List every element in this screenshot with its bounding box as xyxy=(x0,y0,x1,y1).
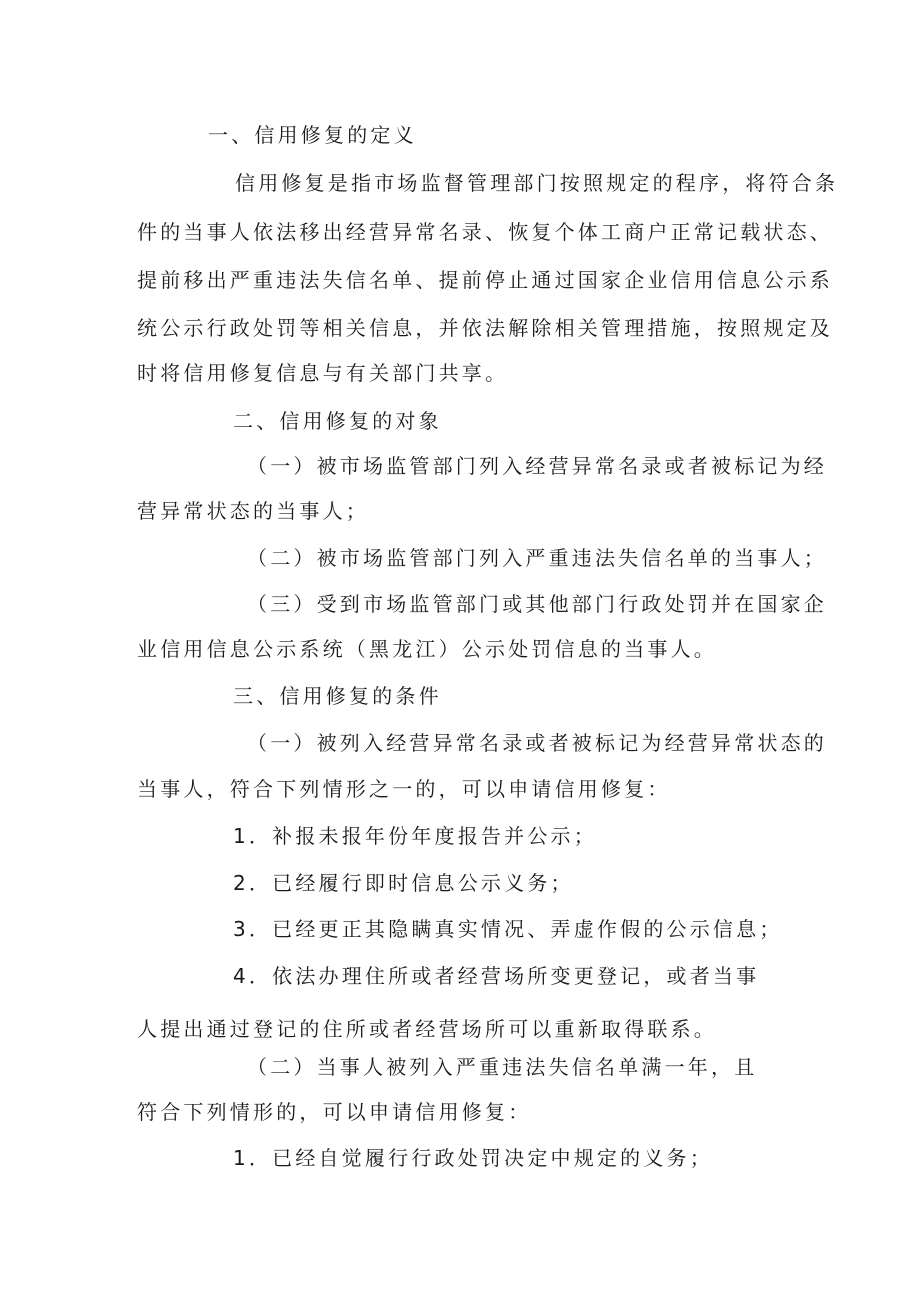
target-item-1-line: （一）被市场监管部门列入经营异常名录或者被标记为经 xyxy=(247,454,827,478)
section-heading-definition: 一、信用修复的定义 xyxy=(208,123,417,147)
definition-paragraph-line: 统公示行政处罚等相关信息，并依法解除相关管理措施，按照规定及 xyxy=(137,316,833,340)
target-item-3-line: 业信用信息公示系统（黑龙江）公示处罚信息的当事人。 xyxy=(137,637,717,661)
condition-sub2-item: 1．已经自觉履行行政处罚决定中规定的义务； xyxy=(233,1146,713,1170)
condition-sub1-item: 3．已经更正其隐瞒真实情况、弄虚作假的公示信息； xyxy=(233,917,783,941)
definition-paragraph-line: 件的当事人依法移出经营异常名录、恢复个体工商户正常记载状态、 xyxy=(137,220,833,244)
condition-sub2-line: （二）当事人被列入严重违法失信名单满一年，且 xyxy=(247,1055,758,1079)
target-item-3-line: （三）受到市场监管部门或其他部门行政处罚并在国家企 xyxy=(247,592,827,616)
definition-paragraph-line: 信用修复是指市场监督管理部门按照规定的程序，将符合条 xyxy=(235,171,839,195)
condition-sub1-item: 1．补报未报年份年度报告并公示； xyxy=(233,824,597,848)
target-item-2-line: （二）被市场监管部门列入严重违法失信名单的当事人； xyxy=(247,546,827,570)
condition-sub1-line: 当事人，符合下列情形之一的，可以申请信用修复： xyxy=(137,777,671,801)
condition-sub1-item-4-line: 人提出通过登记的住所或者经营场所可以重新取得联系。 xyxy=(137,1017,717,1041)
section-heading-conditions: 三、信用修复的条件 xyxy=(233,684,442,708)
condition-sub1-item-4-line: 4．依法办理住所或者经营场所变更登记，或者当事 xyxy=(233,964,760,988)
definition-paragraph-line: 提前移出严重违法失信名单、提前停止通过国家企业信用信息公示系 xyxy=(137,268,833,292)
definition-paragraph-line: 时将信用修复信息与有关部门共享。 xyxy=(137,361,509,385)
condition-sub2-line: 符合下列情形的，可以申请信用修复： xyxy=(137,1100,532,1124)
target-item-1-line: 营异常状态的当事人； xyxy=(137,499,369,523)
condition-sub1-line: （一）被列入经营异常名录或者被标记为经营异常状态的 xyxy=(247,731,827,755)
section-heading-targets: 二、信用修复的对象 xyxy=(233,409,442,433)
condition-sub1-item: 2．已经履行即时信息公示义务； xyxy=(233,871,574,895)
